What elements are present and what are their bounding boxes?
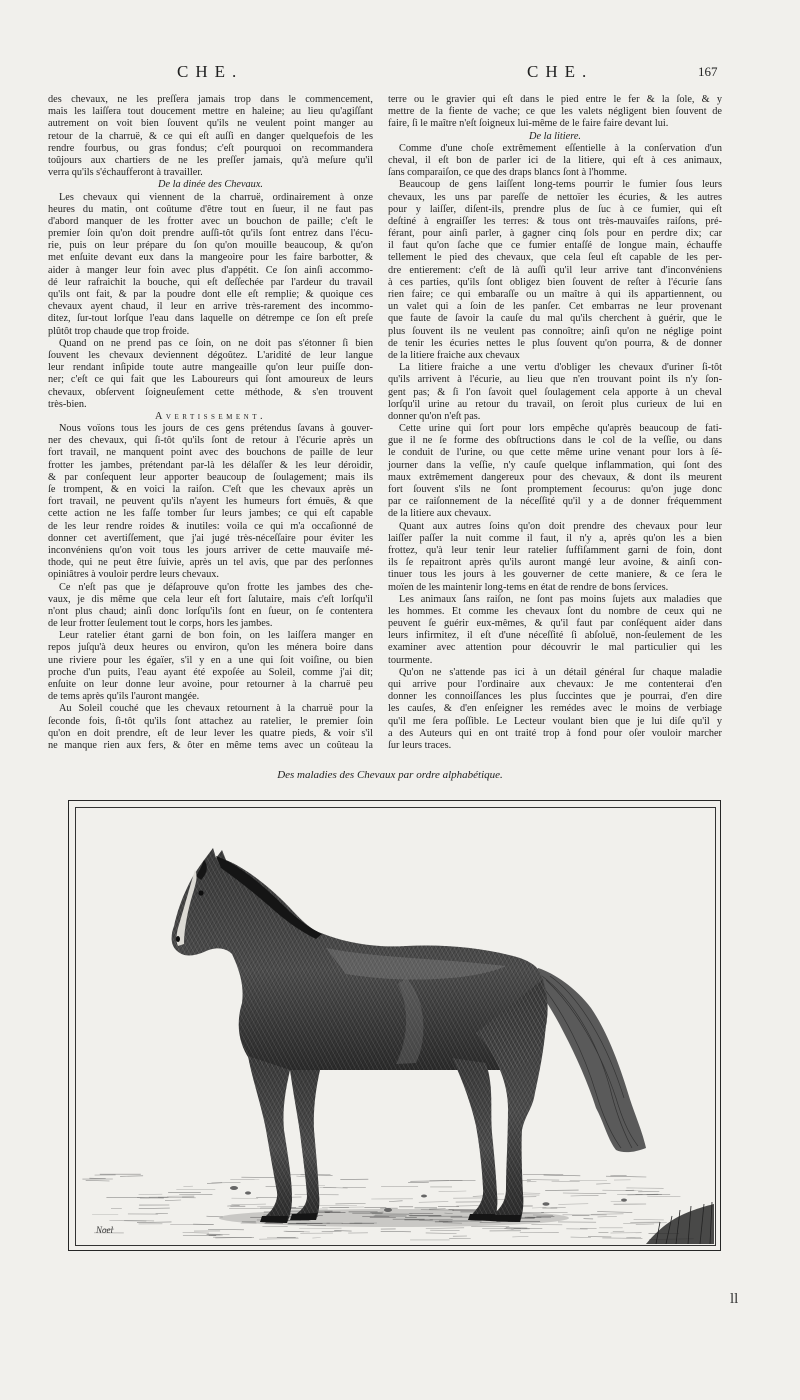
line-text: rie, puis on leur prépare du ſon qu'on mouille beaucoup, & qu'on (48, 240, 373, 252)
text-line (48, 411, 373, 423)
line-text: tinuer tous les jours à les gouverner de cette maniere, & ce ſera le (388, 569, 722, 581)
line-text: chevaux ayent chaud, il leur en arrive très-rarement des incommo- (48, 301, 373, 313)
ground-hatch-stroke (610, 1175, 626, 1176)
line-text: un valet qui a ſoin de les panſer. Cet embarras ne leur provenant (388, 301, 722, 313)
ground-hatch-stroke (426, 1228, 464, 1229)
text-line (388, 545, 722, 557)
text-line (388, 216, 722, 228)
line-text: donner cet avertiſſement, que j'ai jugé très-néceſſaire pour éviter les (48, 532, 373, 544)
paragraph (388, 362, 722, 423)
text-line (388, 423, 722, 435)
text-line (48, 460, 373, 472)
ground-hatch-stroke (183, 1233, 209, 1234)
text-line (388, 131, 722, 143)
ground-hatch-stroke (284, 1231, 304, 1232)
figure-caption: Des maladies des Chevaux par ordre alphabétique. (277, 769, 503, 781)
text-line (48, 655, 373, 667)
line-text: deſtiné à engraiſſer les terres: & tous ont très-mauvaiſes raiſons, pré- (388, 215, 722, 227)
text-line (388, 228, 722, 240)
ground-hatch-stroke (597, 1212, 632, 1213)
ground-hatch-stroke (408, 1182, 429, 1183)
line-text: de la litiere fraiche aux chevaux (388, 349, 520, 361)
line-text: journer dans la veſſie, n'y cauſe quelque inflammation, qui ſont des (388, 459, 722, 471)
horse-body-crosshatching (172, 848, 548, 1223)
line-text: plûtôt trop chaude que trop froide. (48, 325, 190, 337)
text-line (48, 118, 373, 130)
text-line (48, 362, 373, 374)
line-text: de les leur rendre roides & inutiles: voila ce qui m'a occaſionné de (48, 520, 373, 532)
line-text: La litiere fraiche a une vertu d'obliger les chevaux d'uriner ſi-tôt (399, 362, 722, 374)
line-text: Avertissement. (154, 410, 267, 422)
text-line (388, 179, 722, 191)
line-text: thode, qui ne peut être ſuivie, après un tel avis, que par des perſonnes (48, 557, 373, 569)
paragraph (48, 94, 373, 179)
line-text: dé leur rafraichit la bouche, qui eſt deſſechée par l'ardeur du travail (48, 276, 373, 288)
text-line (388, 630, 722, 642)
line-text: De la litiere. (529, 130, 581, 142)
text-line (48, 557, 373, 569)
ground-hatch-stroke (426, 1233, 457, 1234)
ground-hatch-stroke (439, 1191, 467, 1192)
line-text: de tenir les écuries nettes le plus ſouvent qu'on pourra, & de donner (388, 337, 722, 349)
text-line (388, 252, 722, 264)
text-line (388, 435, 722, 447)
text-line (388, 374, 722, 386)
line-text: par ce raiſonnement de la néceſſité qu'il y a de donner fréquemment (388, 496, 722, 508)
line-text: examiner avec attention pour découvrir le mal particulier qui les (388, 642, 722, 654)
paragraph (48, 582, 373, 631)
line-text: Au Soleil couché que les chevaux retournent à la charruë pour la (59, 703, 373, 715)
text-line (388, 557, 722, 569)
line-text: des chevaux, ne les preſſera jamais trop dans le commencement, (48, 94, 373, 105)
horse-tail (536, 968, 646, 1152)
line-text: donner qu'on n'eſt pas. (388, 410, 481, 422)
line-text: Comme d'une choſe extrêmement eſſentielle à la conſervation d'un (399, 142, 722, 154)
text-line (48, 179, 373, 191)
ground-hatch-stroke (429, 1209, 446, 1210)
line-text: ner; c'eſt ce qui fait que les Laboureurs qui ſont amoureux de leurs (48, 374, 373, 386)
paragraph (388, 594, 722, 667)
text-line (388, 387, 722, 399)
line-text: heures du matin, ont coûtume d'être tout en ſueur, il ne faut pas (48, 203, 373, 215)
line-text: Beaucoup de gens laiſſent long-tems pourrir le fumier ſous leurs (399, 179, 722, 191)
text-line (388, 655, 722, 667)
line-text: gent pas; & ſi l'on ſavoit quel ſoulagement cela apporte à un cheval (388, 386, 722, 398)
text-line (388, 289, 722, 301)
line-text: de la litiere aux chevaux. (388, 508, 492, 520)
text-line (388, 582, 722, 594)
text-line (48, 740, 373, 752)
line-text: ſeconde fois, ſi-tôt qu'ils ſont attachez au ratelier, le premier ſoin (48, 715, 373, 727)
text-line (388, 94, 722, 106)
ground-hatch-stroke (296, 1176, 306, 1177)
line-text: qu'ils arrivent à l'écurie, au lieu que n'en trouvant point ils n'y ſon- (388, 374, 722, 386)
ground-hatch-stroke (634, 1219, 664, 1220)
text-line (388, 703, 722, 715)
line-text: ner des chevaux, qui ſi-tôt qu'ils ſont de retour à l'écurie après un (48, 435, 373, 447)
ground-hatch-stroke (389, 1201, 403, 1202)
line-text: qu'on en doit prendre, eſt de leur lever les quatre pieds, & voir s'il (48, 727, 373, 739)
text-line (388, 642, 722, 654)
ground-hatch-stroke (419, 1202, 449, 1203)
text-line (48, 472, 373, 484)
line-text: verra qu'ils s'échaufferont à travailler. (48, 167, 203, 179)
text-line (48, 387, 373, 399)
text-line (48, 703, 373, 715)
text-line (48, 423, 373, 435)
text-line (388, 338, 722, 350)
line-text: cheval, il eſt bon de parler ici de la litiere, qui eſt à ces animaux, (388, 154, 722, 166)
text-line (48, 204, 373, 216)
line-text: maux extrêmement dangereux pour des chevaux, & dont ils meurent (388, 471, 722, 483)
text-line (388, 447, 722, 459)
line-text: plus ſouvent ils ne veulent pas connoître; ainſi qu'on ne néglige point (388, 325, 722, 337)
text-line (48, 167, 373, 179)
line-text: mais les laiſſera tout doucement mettre en haleine; au lieu qu'agiſſant (48, 106, 373, 118)
text-line (388, 204, 722, 216)
paragraph (48, 703, 373, 752)
line-text: frotter les jambes, prétendant par-là les délaſſer & les leur déroidir, (48, 459, 373, 471)
ground-hatch-stroke (598, 1216, 617, 1217)
text-line (48, 252, 373, 264)
line-text: Les chevaux qui viennent de la charruë, ordinairement à onze (59, 191, 373, 203)
paragraph (388, 94, 722, 131)
line-text: faire, ſi le maître n'eſt ſoigneux lui-même de le faire faire devant lui. (388, 118, 669, 130)
text-line (48, 496, 373, 508)
text-line (48, 131, 373, 143)
ground-hatch-stroke (381, 1231, 411, 1232)
ground-hatch-stroke (558, 1204, 588, 1205)
line-text: peuvent ſe guérir eux-mêmes, & qu'il faut par conſéquent aider dans (388, 618, 722, 630)
ground-hatch-stroke (636, 1224, 654, 1225)
text-column-right (388, 94, 722, 752)
ground-hatch-stroke (606, 1176, 646, 1177)
line-text: ſans comparaiſon, ce que des draps blancs ſont à l'homme. (388, 167, 627, 179)
line-text: fort travail, ne peuvent qu'ils n'ayent les humeurs fort émuës, & que (48, 496, 373, 508)
line-text: n'ont plus chaud; ainſi donc lorſqu'ils ſont en ſueur, on ſe contentera (48, 605, 373, 617)
section-heading (48, 179, 373, 191)
paragraph (48, 630, 373, 703)
line-text: opiniâtres à vouloir perdre leurs chevaux. (48, 569, 219, 581)
horse-nostril (176, 936, 180, 942)
line-text: premier ſoin qu'on doit prendre auſſi-tôt qu'ils ſont entrez dans l'écu- (48, 228, 373, 240)
line-text: à ces parties, qu'ils ſont obligez bien ſouvent de reſter à l'écurie ſans (388, 276, 722, 288)
text-line (48, 679, 373, 691)
text-line (388, 569, 722, 581)
text-line (388, 679, 722, 691)
line-text: terre ou le gravier qui eſt dans le pied entre le fer & la ſole, & y (388, 94, 722, 105)
text-line (48, 667, 373, 679)
ground-hatch-stroke (602, 1238, 642, 1239)
text-line (388, 155, 722, 167)
text-line (48, 606, 373, 618)
text-line (48, 277, 373, 289)
ground-hatch-stroke (322, 1207, 364, 1208)
ground-hatch-stroke (571, 1195, 599, 1196)
text-line (48, 435, 373, 447)
ground-hatch-stroke (207, 1183, 222, 1184)
text-line (48, 545, 373, 557)
text-column-left (48, 94, 373, 752)
signature-mark: ll (730, 1291, 739, 1307)
text-line (48, 569, 373, 581)
line-text: Cette urine qui ſort pour lors empêche qu'après beaucoup de fati- (399, 423, 722, 435)
text-line (388, 716, 722, 728)
text-line (48, 618, 373, 630)
line-text: lorſqu'il urine au retour du travail, on ſeroit plus curieux de lui en (388, 398, 722, 410)
line-text: Nous voïons tous les jours de ces gens prétendus ſavans à gouver- (59, 423, 373, 435)
text-line (388, 106, 722, 118)
line-text: ſe trompent, & en voici la raiſon. C'eſt que les chevaux après un (48, 484, 373, 495)
text-line (388, 618, 722, 630)
line-text: les hommes. Et comme les chevaux ſont du nombre de ceux qui ne (388, 605, 722, 617)
line-text: ſouvent les chevaux deviennent dégoûtez. L'aridité de leur langue (48, 349, 373, 361)
line-text: De la dinée des Chevaux. (158, 179, 263, 191)
line-text: le conduit de l'urine, ou que cette même urine venant pour lors à ſé- (388, 447, 722, 459)
paragraph (388, 423, 722, 521)
line-text: de tems après qu'ils l'auront mangée. (48, 691, 200, 703)
line-text: inconvéniens qu'on voit tous les jours arriver de cette mauvaiſe mé- (48, 544, 373, 556)
line-text: Leur ratelier étant garni de bon foin, on les laiſſera manger en (59, 630, 373, 642)
line-text: aider à manger leur foin avec plus d'appétit. Ce ſon ainſi accommo- (48, 264, 373, 276)
ground-hatch-stroke (430, 1180, 476, 1181)
text-line (48, 94, 373, 106)
ground-hatch-stroke (613, 1231, 624, 1232)
line-text: leurs infirmitez, il eſt d'une néceſſité ſi abſoluë, non-ſeulement de les (388, 630, 722, 642)
line-text: moïen de les maintenir long-tems en état de rendre de bons ſervices. (388, 581, 669, 593)
text-line (48, 691, 373, 703)
paragraph (388, 521, 722, 594)
text-line (48, 399, 373, 411)
text-line (388, 521, 722, 533)
ground-hatch-stroke (512, 1236, 528, 1237)
text-line (48, 642, 373, 654)
text-line (48, 484, 373, 496)
line-text: cette action ne les faſſe tomber ſur leurs jambes; ce qui eſt capable (48, 508, 373, 520)
text-line (48, 289, 373, 301)
line-text: dre entierement: c'eſt de là auſſi qu'il leur arrive tant d'inconvéniens (388, 264, 722, 276)
text-line (388, 240, 722, 252)
ground-hatch-stroke (596, 1184, 610, 1185)
line-text: chevaux, obſervent ſoigneuſement cette méthode, & s'en trouvent (48, 386, 373, 398)
paragraph (388, 143, 722, 180)
ground-hatch-stroke (527, 1180, 559, 1181)
text-line (388, 277, 722, 289)
text-line (388, 118, 722, 130)
line-text: vaux, je dis même que cela leur eſt fort ſalutaire, mais c'eſt lorſqu'il (48, 593, 373, 605)
ground-hatch-stroke (591, 1214, 624, 1215)
text-line (48, 216, 373, 228)
text-line (388, 472, 722, 484)
line-text: qui arrive pour l'ordinaire aux chevaux: Je me contenterai d'en (388, 679, 722, 690)
line-text: Les animaux ſans raiſon, ne ſont pas moins ſujets aux maladies que (399, 593, 722, 605)
text-line (48, 301, 373, 313)
text-line (48, 228, 373, 240)
text-line (48, 582, 373, 594)
line-text: il faut qu'on ſache que ce fumier entaſſé de longue main, échauffe (388, 240, 722, 252)
line-text: fort ſouvent s'ils ne ſont promptement ſecourus: qu'on juge donc (388, 484, 722, 495)
text-line (48, 728, 373, 740)
text-line (48, 533, 373, 545)
line-text: ne manque rien aux fers, & ôter en même tems avec un coûteau la (48, 739, 373, 751)
ground-shading (82, 1174, 693, 1240)
ground-hatch-stroke (207, 1216, 223, 1217)
text-line (48, 374, 373, 386)
text-line (48, 508, 373, 520)
text-line (388, 606, 722, 618)
line-text: met enſuite devant eux dans la mangeoire pour les faire barbotter, & (48, 252, 373, 264)
line-text: une riviere pour les égaïer, s'il y en a une qui ſoit voiſine, ou bien (48, 654, 373, 666)
line-text: qu'ils ont fait, & par la poudre dont elle eſt remplie; & quoique ces (48, 289, 373, 300)
ground-hatch-stroke (86, 1180, 110, 1181)
paragraph (48, 423, 373, 581)
line-text: d'abord manquer de les frotter avec un bouchon de paille; c'eſt le (48, 215, 373, 227)
text-line (388, 460, 722, 472)
line-text: retour de la charruë, & ce qui eſt auſſi en danger quelquefois de les (48, 130, 373, 142)
line-text: tellement le pied des chevaux, que cela ſeul eſt capable de les per- (388, 252, 722, 264)
ground-hatch-stroke (165, 1200, 181, 1201)
text-line (48, 630, 373, 642)
section-heading (388, 131, 722, 143)
line-text: mettre de la fiente de vache; ce que les valets négligent bien ſouvent de (388, 106, 722, 118)
text-line (48, 240, 373, 252)
ground-hatch-stroke (137, 1222, 172, 1223)
text-line (388, 326, 722, 338)
text-line (48, 313, 373, 325)
ground-hatch-stroke (120, 1176, 143, 1177)
line-text: enſuite on leur donne leur avoine, pour retourner à la charruë peu (48, 679, 373, 690)
text-line (48, 447, 373, 459)
paragraph (48, 338, 373, 411)
line-text: rendre fourbus, ou gras fondus; c'eſt pourquoi on recommandera (48, 142, 373, 154)
line-text: Quand on ne prend pas ce ſoin, on ne doit pas s'étonner ſi bien (59, 337, 373, 349)
text-line (48, 594, 373, 606)
line-text: toûjours aux chartiers de ne les preſſer jamais, qu'à meſure qu'il (48, 154, 373, 166)
paragraph (388, 179, 722, 362)
text-line (388, 728, 722, 740)
line-text: ils ſe repaitront après qu'ils auront mangé leur avoine, & ainſi con- (388, 557, 722, 569)
text-line (388, 192, 722, 204)
text-line (48, 155, 373, 167)
text-line (388, 411, 722, 423)
text-line (48, 350, 373, 362)
running-head-left: CHE. (177, 62, 244, 81)
line-text: que faute de ſavoir la cauſe du mal qu'ils cherchent à guérir, que le (388, 313, 722, 325)
section-heading (48, 411, 373, 423)
line-text: fort travail, ne manquent point avec des bouchons de paille de leur (48, 447, 373, 459)
text-line (388, 740, 722, 752)
text-line (388, 313, 722, 325)
line-text: autrement on voit bien ſouvent qu'ils ne veulent point manger au (48, 118, 373, 130)
text-line (388, 143, 722, 155)
horse-engraving (76, 808, 714, 1244)
line-text: leur rendant inſipide toute autre mangeaille qu'on leur puiſſe don- (48, 362, 373, 374)
text-line (48, 106, 373, 118)
text-line (388, 496, 722, 508)
engraver-signature: Noel (96, 1225, 113, 1235)
text-line (388, 167, 722, 179)
text-line (388, 594, 722, 606)
line-text: laiſſer paſſer la nuit comme il faut, il n'y a, après qu'on les a bien (388, 532, 722, 544)
running-head-right: CHE. (527, 62, 594, 81)
paragraph (388, 667, 722, 752)
line-text: très-bien. (48, 398, 87, 410)
ground-hatch-stroke (312, 1238, 320, 1239)
text-line (388, 508, 722, 520)
text-line (48, 716, 373, 728)
text-line (388, 691, 722, 703)
text-line (388, 301, 722, 313)
text-line (48, 192, 373, 204)
ground-hatch-stroke (208, 1229, 244, 1230)
line-text: tourmente. (388, 654, 433, 666)
text-line (388, 265, 722, 277)
line-text: proche d'un puits, l'eau ayant été expoſée au Soleil, comme j'ai dit; (48, 666, 373, 678)
line-text: repos juſqu'à deux heures ou environ, qu'on les ménera boire dans (48, 642, 373, 654)
line-text: les cauſes, & d'en enſeigner les remédes avec le moins de verbiage (388, 703, 722, 715)
line-text: ſur leurs traces. (388, 739, 452, 751)
text-line (48, 143, 373, 155)
line-text: rien faire; ce qui embaraſſe ou un maître à qui ils appartiennent, ou (388, 289, 722, 300)
line-text: & par conſequent leur apporter beaucoup de ſoulagement; mais ils (48, 471, 373, 483)
line-text: Qu'on ne s'attende pas ici à un détail général ſur chaque maladie (399, 666, 722, 678)
text-line (48, 265, 373, 277)
line-text: férant, pour ainſi parler, à gagner cinq ſols pour en perdre dix; car (388, 228, 722, 240)
line-text: qu'il me ſera poſſible. Le Lecteur voulant bien que je lui diſe qu'il y (388, 715, 722, 727)
line-text: frottez, qu'à leur tenir leur ratelier ſuffiſamment garni de foin, dont (388, 544, 722, 556)
page-number: 167 (698, 64, 718, 79)
text-line (48, 521, 373, 533)
line-text: gue il ne ſe forme des obſtructions dans le col de la veſſie, ou dans (388, 435, 722, 447)
text-line (388, 667, 722, 679)
text-line (48, 338, 373, 350)
horse-eye (198, 890, 203, 895)
line-text: Quant aux autres ſoins qu'on doit prendre des chevaux pour leur (399, 520, 722, 532)
line-text: ditez, ſur-tout lorſque l'eau dans laquelle on détrempe ce ſon eſt preſe (48, 313, 373, 325)
line-text: donner les connoiſſances les plus ſuccintes que je pourrai, d'en dire (388, 691, 722, 703)
line-text: Ce n'eſt pas que je déſaprouve qu'on frotte les jambes des che- (59, 581, 373, 593)
text-line (388, 362, 722, 374)
line-text: chevaux, les uns par pareſſe de nettoïer les écuries, & les autres (388, 191, 722, 203)
text-line (388, 399, 722, 411)
ground-hatch-stroke (259, 1239, 298, 1240)
ground-hatch-stroke (231, 1204, 266, 1205)
ground-hatch-stroke (544, 1175, 581, 1176)
text-line (388, 350, 722, 362)
line-text: pour y laiſſer, diſent-ils, prendre plus de ſuc à ce fumier, qui eſt (388, 203, 722, 215)
text-line (388, 484, 722, 496)
line-text: a des Auteurs qui en ont traité trop à fond pour oſer vouloir marcher (388, 727, 722, 739)
text-line (388, 533, 722, 545)
text-line (48, 326, 373, 338)
ground-hatch-stroke (563, 1193, 606, 1194)
paragraph (48, 192, 373, 338)
ground-hatch-stroke (139, 1208, 170, 1209)
line-text: de leur frotter ſeulement tout le corps, hors les jambes. (48, 618, 273, 630)
